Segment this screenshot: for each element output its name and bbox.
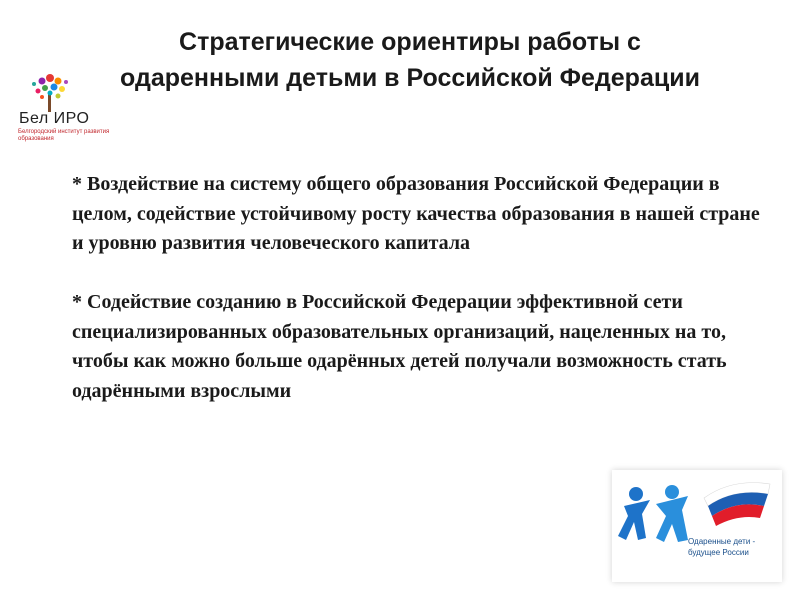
children-flag-icon bbox=[612, 470, 782, 582]
logo-name: Бел ИРО bbox=[19, 110, 90, 127]
logo-subtitle: Белгородский институт развития образования bbox=[18, 129, 110, 142]
tree-icon bbox=[14, 72, 114, 112]
bullet-item: * Содействие созданию в Российской Федерации эффективной сети специализированных образовательных организаций, нацеленных на то, чтобы как можно больше одарённых детей получали возможность стать одарёнными взрослыми bbox=[72, 291, 727, 402]
caption-line: будущее России bbox=[688, 548, 749, 557]
caption-line: Одаренные дети - bbox=[688, 537, 756, 546]
gifted-children-logo bbox=[612, 470, 782, 582]
slide-title: Стратегические ориентиры работы с одаренными детьми в Российской Федерации bbox=[120, 28, 700, 92]
logo-caption bbox=[688, 536, 755, 558]
bullet-item: * Воздействие на систему общего образования Российской Федерации в целом, содействие устойчивому росту качества образования в нашей стране и уровню развития человеческого капитала bbox=[72, 173, 760, 254]
slide-body bbox=[72, 170, 772, 436]
belairo-logo bbox=[14, 72, 114, 142]
